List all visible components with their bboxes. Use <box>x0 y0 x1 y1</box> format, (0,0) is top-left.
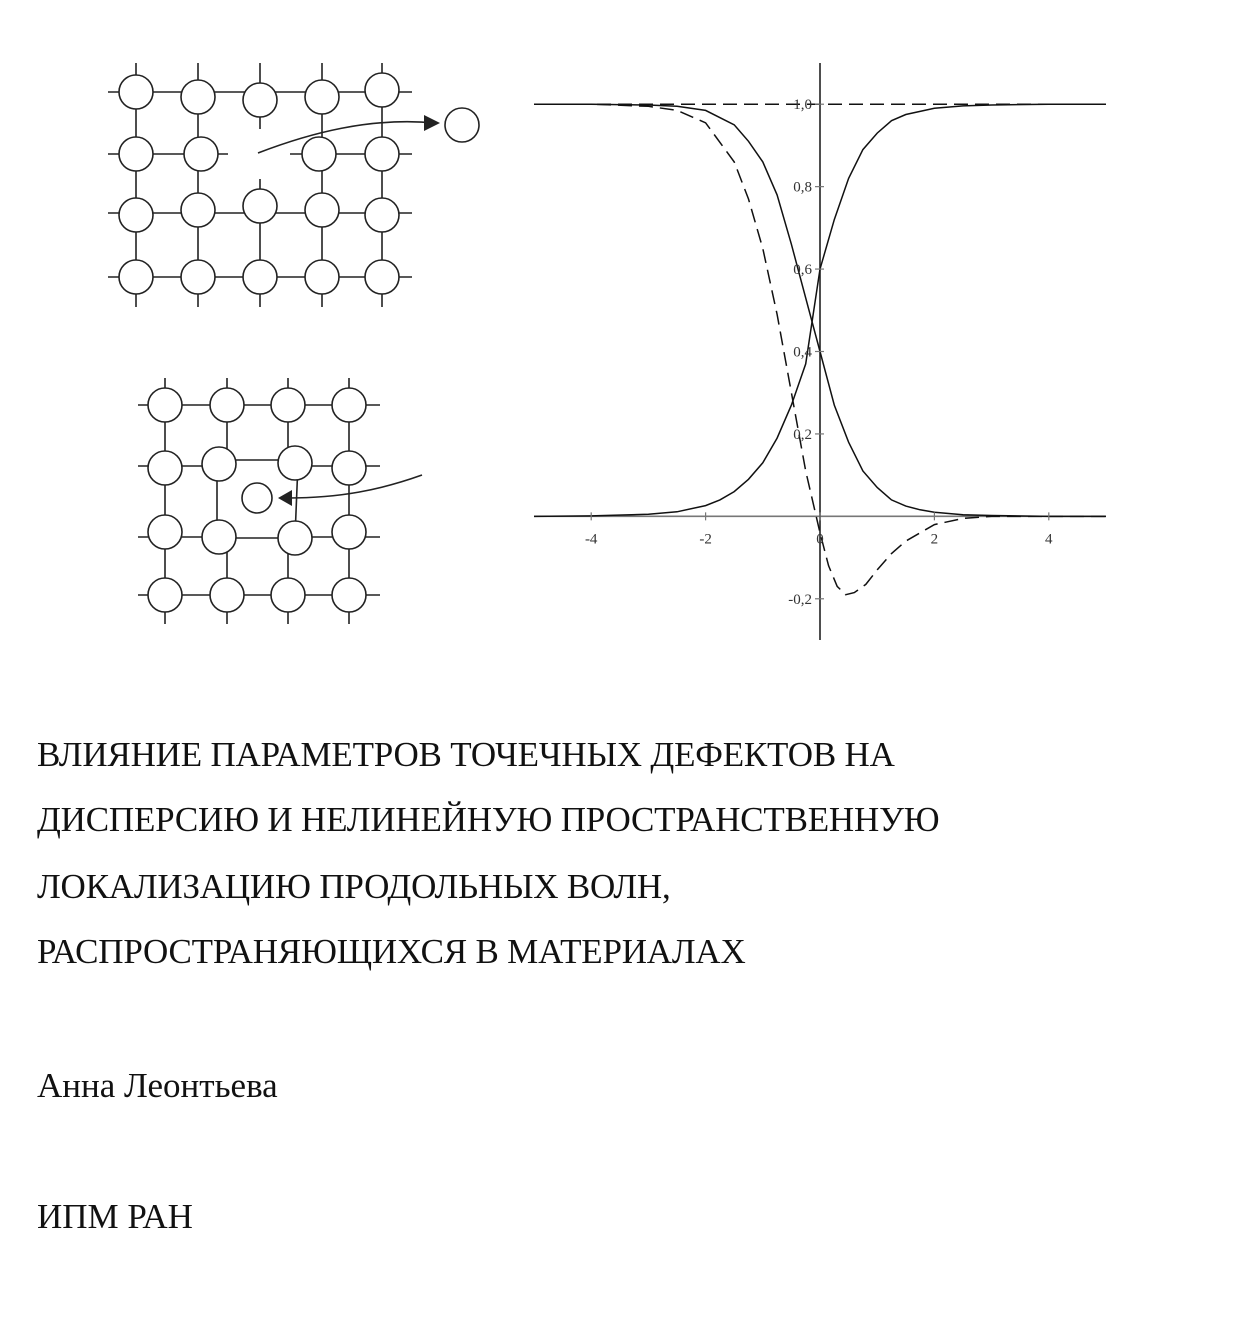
title-line-1: ВЛИЯНИЕ ПАРАМЕТРОВ ТОЧЕЧНЫХ ДЕФЕКТОВ НА <box>37 735 895 774</box>
y-tick-label-3: 0,6 <box>793 262 812 279</box>
y-tick-label-4: 0,8 <box>793 179 812 196</box>
wave-profile-chart <box>520 55 1120 655</box>
x-tick-label-4: 4 <box>1045 531 1053 548</box>
x-tick-label-3: 2 <box>930 531 939 548</box>
y-tick-label-5: 1,0 <box>793 97 812 114</box>
affiliation: ИПМ РАН <box>37 1197 193 1236</box>
title-line-2: ДИСПЕРСИЮ И НЕЛИНЕЙНУЮ ПРОСТРАНСТВЕННУЮ <box>37 800 940 839</box>
author-name: Анна Леонтьева <box>37 1066 278 1105</box>
title-line-3: ЛОКАЛИЗАЦИЮ ПРОДОЛЬНЫХ ВОЛН, <box>37 867 671 906</box>
y-tick-label-0: -0,2 <box>788 591 812 608</box>
title-line-4: РАСПРОСТРАНЯЮЩИХСЯ В МАТЕРИАЛАХ <box>37 932 746 971</box>
x-tick-label-2: 0 <box>816 531 824 548</box>
y-tick-label-2: 0,4 <box>793 344 812 361</box>
interstitial-lattice-diagram <box>130 372 430 632</box>
x-tick-label-1: -2 <box>699 531 712 548</box>
x-tick-label-0: -4 <box>584 531 598 548</box>
vacancy-lattice-diagram <box>100 55 500 320</box>
y-tick-label-1: 0,2 <box>793 426 812 443</box>
chart-ticks <box>585 97 1053 608</box>
